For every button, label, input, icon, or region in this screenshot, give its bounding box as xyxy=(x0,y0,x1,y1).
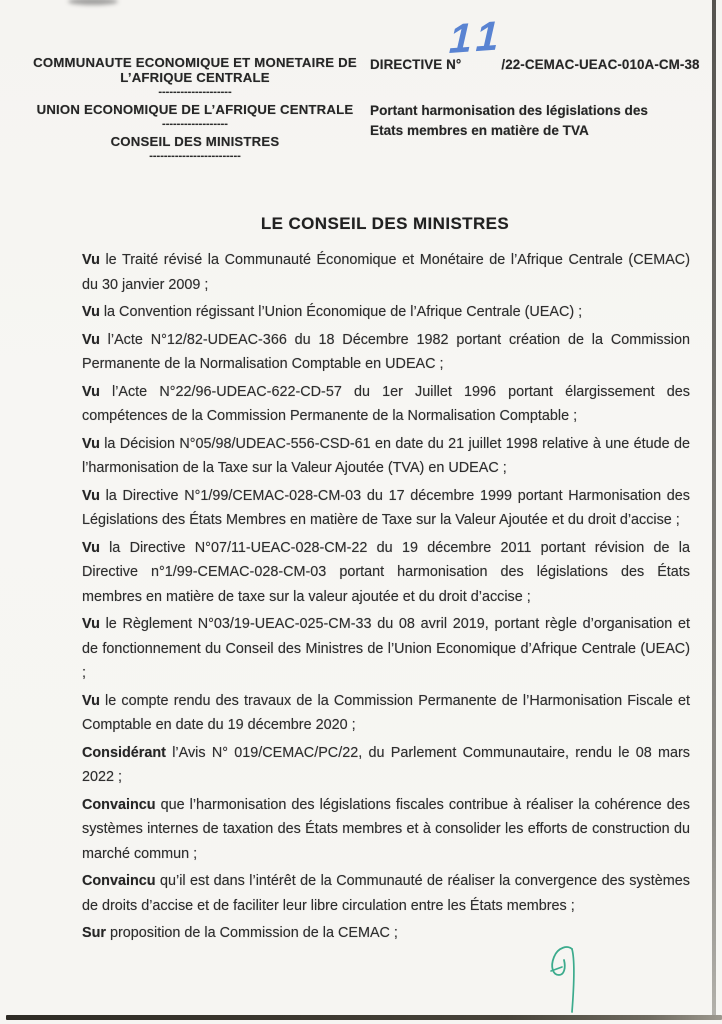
letterhead-right xyxy=(370,57,712,141)
paragraph-text: la Convention régissant l’Union Économique de l’Afrique Centrale (UEAC) ; xyxy=(99,304,583,320)
org-conseil-ministres: CONSEIL DES MINISTRES xyxy=(110,134,280,149)
page-right-edge-shadow xyxy=(712,0,716,1016)
letterhead-left xyxy=(28,55,362,166)
body-paragraph xyxy=(82,869,690,918)
handwritten-initial-mark xyxy=(541,944,587,1016)
directive-subject xyxy=(370,101,712,141)
directive-label: DIRECTIVE N° xyxy=(370,57,462,72)
body-paragraph xyxy=(82,248,690,297)
paragraph-lead: Vu xyxy=(82,252,100,268)
paragraph-text: le Règlement N°03/19-UEAC-025-CM-33 du 08 avril 2019, portant règle d’organisation et de fonctionnement du Conseil des Ministres de l’Union Economique d’Afrique Centrale (UEAC) ; xyxy=(82,616,690,681)
scan-smudge xyxy=(68,0,118,5)
paragraph-lead: Vu xyxy=(82,435,100,452)
paragraph-lead: Vu xyxy=(82,331,100,348)
body-paragraph xyxy=(82,536,690,610)
paragraph-text: proposition de la Commission de la CEMAC ; xyxy=(106,925,398,941)
body-paragraph xyxy=(82,484,690,533)
body-paragraph xyxy=(82,432,690,481)
directive-ref-code: /22-CEMAC-UEAC-010A-CM-38 xyxy=(501,57,700,72)
paragraph-lead: Considérant xyxy=(82,744,166,761)
body-paragraphs xyxy=(82,248,690,949)
org-cemac-line1: COMMUNAUTE ECONOMIQUE ET MONETAIRE DE xyxy=(33,55,357,70)
paragraph-text: l’Avis N° 019/CEMAC/PC/22, du Parlement Communautaire, rendu le 08 mars 2022 ; xyxy=(82,744,690,785)
body-paragraph xyxy=(82,328,690,377)
body-paragraph xyxy=(82,380,690,429)
paragraph-text: la Directive N°07/11-UEAC-028-CM-22 du 19 décembre 2011 portant révision de la Directive n°1/99-CEMAC-028-CM-03 portant harmonisation des législations des États membres en matière de taxe sur la valeur ajoutée et du droit d’accise ; xyxy=(82,539,690,605)
paragraph-text: le Traité révisé la Communauté Économique et Monétaire de l’Afrique Centrale (CEMAC) du 30 janvier 2009 ; xyxy=(82,252,690,293)
paragraph-lead: Vu xyxy=(82,383,100,400)
directive-reference xyxy=(370,57,712,72)
paraph-squiggle xyxy=(541,944,587,1016)
handwritten-directive-number: 11 xyxy=(448,11,507,63)
paragraph-lead: Sur xyxy=(82,925,106,941)
separator-dashes: ------------------ xyxy=(162,118,228,130)
body-paragraph xyxy=(82,689,690,738)
paragraph-text: le compte rendu des travaux de la Commission Permanente de l’Harmonisation Fiscale et Comptable en date du 19 décembre 2020 ; xyxy=(82,692,690,733)
paragraph-text: qu’il est dans l’intérêt de la Communauté de réaliser la convergence des systèmes de droits d’accise et de faciliter leur libre circulation entre les États membres ; xyxy=(82,873,690,914)
paragraph-lead: Vu xyxy=(82,692,100,709)
body-paragraph xyxy=(82,793,690,867)
paragraph-lead: Convaincu xyxy=(82,873,156,889)
body-paragraph xyxy=(82,921,690,946)
document-title: LE CONSEIL DES MINISTRES xyxy=(260,214,510,233)
paragraph-text: la Décision N°05/98/UDEAC-556-CSD-61 en date du 21 juillet 1998 relative à une étude de l’harmonisation de la Taxe sur la Valeur Ajoutée (TVA) en UDEAC ; xyxy=(82,435,690,476)
page-bottom-edge-shadow xyxy=(6,1015,722,1020)
subject-line2: Etats membres en matière de TVA xyxy=(370,123,589,138)
paragraph-lead: Convaincu xyxy=(82,796,156,813)
paragraph-lead: Vu xyxy=(82,539,100,556)
separator-dashes: -------------------- xyxy=(158,86,232,98)
paragraph-text: l’Acte N°22/96-UDEAC-622-CD-57 du 1er Juillet 1996 portant élargissement des compétences de la Commission Permanente de la Normalisation Comptable ; xyxy=(82,383,690,424)
paragraph-text: que l’harmonisation des législations fiscales contribue à réaliser la cohérence des systèmes internes de taxation des États membres et à consolider les efforts de construction du marché commun ; xyxy=(82,796,690,862)
paragraph-text: la Directive N°1/99/CEMAC-028-CM-03 du 17 décembre 1999 portant Harmonisation des Législations des États Membres en matière de Taxe sur la Valeur Ajoutée et du droit d’accise ; xyxy=(82,487,690,528)
paragraph-lead: Vu xyxy=(82,304,100,320)
body-paragraph xyxy=(82,300,690,325)
paragraph-lead: Vu xyxy=(82,487,100,504)
body-paragraph xyxy=(82,612,690,686)
subject-line1: Portant harmonisation des législations des xyxy=(370,103,648,118)
body-paragraph xyxy=(82,741,690,790)
paragraph-lead: Vu xyxy=(82,616,100,632)
separator-dashes: ------------------------- xyxy=(149,150,241,162)
org-cemac-line2: L’AFRIQUE CENTRALE xyxy=(120,70,270,85)
paragraph-text: l’Acte N°12/82-UDEAC-366 du 18 Décembre 1982 portant création de la Commission Permanente de la Normalisation Comptable en UDEAC ; xyxy=(82,331,690,372)
org-ueac: UNION ECONOMIQUE DE L’AFRIQUE CENTRALE xyxy=(36,102,354,117)
